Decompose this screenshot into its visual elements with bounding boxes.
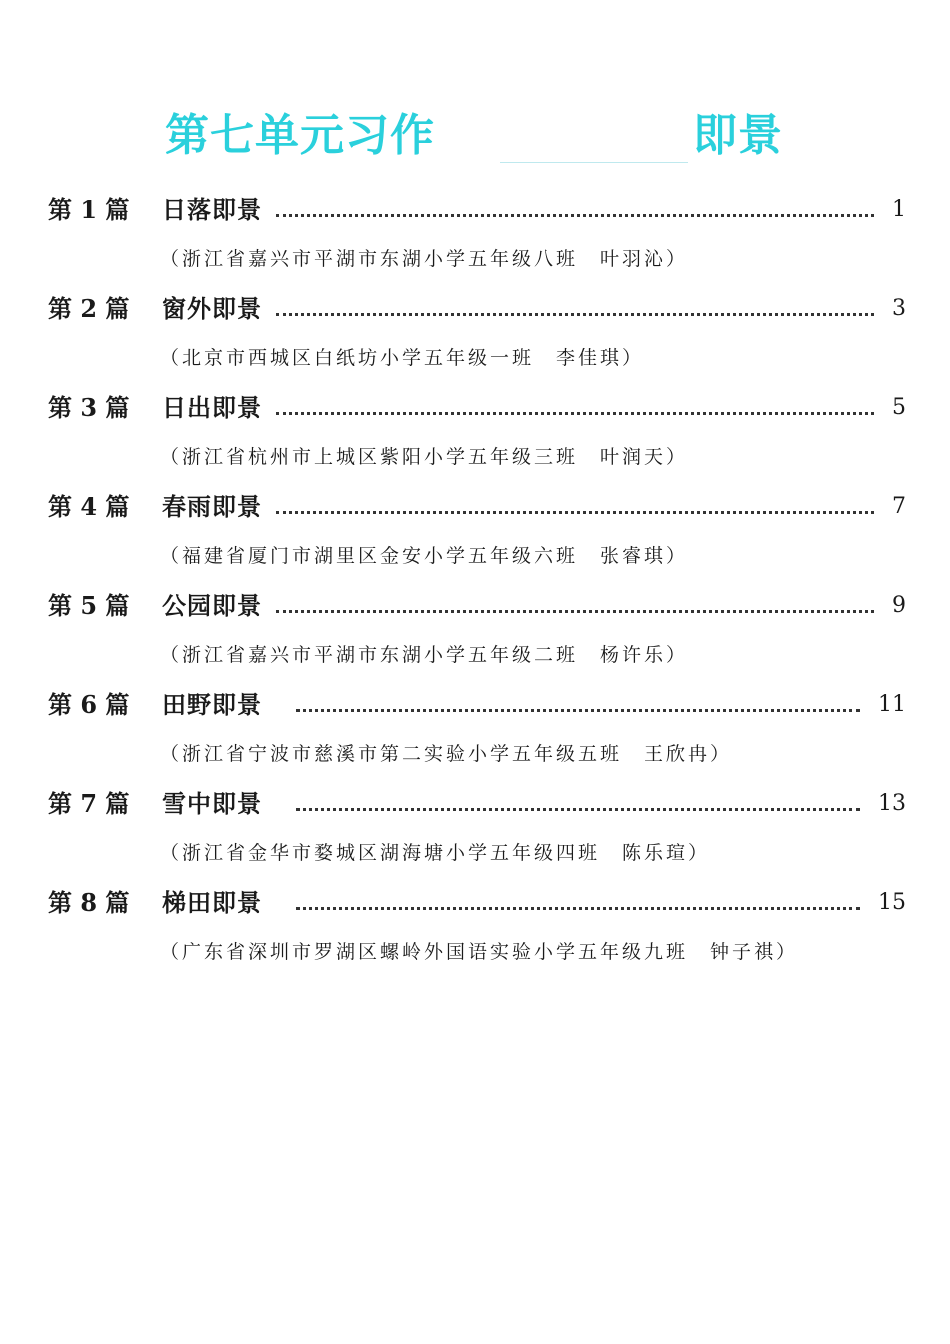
toc-entry-number: 第 8 篇	[48, 888, 130, 917]
toc-entry-author: （福建省厦门市湖里区金安小学五年级六班 张睿琪）	[160, 545, 689, 567]
toc-dot-leader	[276, 313, 874, 316]
toc-entry-page[interactable]: 1	[892, 197, 906, 222]
toc-entry[interactable]	[0, 784, 950, 884]
toc-entry-page[interactable]: 7	[892, 494, 906, 519]
title-theme-label: 即景	[693, 110, 783, 161]
toc-dot-leader	[276, 412, 874, 415]
toc-entry-number: 第 1 篇	[48, 195, 130, 224]
toc-entry-line	[0, 487, 950, 527]
toc-entry-number: 第 3 篇	[48, 393, 130, 422]
toc-dot-leader	[296, 808, 860, 811]
toc-entry-author: （浙江省杭州市上城区紫阳小学五年级三班 叶润天）	[160, 446, 689, 468]
toc-entry[interactable]	[0, 487, 950, 587]
toc-entry-title[interactable]: 梯田即景	[162, 888, 262, 917]
toc-entry-page[interactable]: 9	[892, 593, 906, 618]
toc-entry-line	[0, 883, 950, 923]
toc-entry-title[interactable]: 日落即景	[162, 195, 262, 224]
toc-entry[interactable]	[0, 190, 950, 290]
toc-entry-author: （浙江省金华市婺城区湖海塘小学五年级四班 陈乐瑄）	[160, 842, 711, 864]
title-fill-blank	[500, 162, 688, 163]
toc-entry[interactable]	[0, 883, 950, 983]
toc-entry[interactable]	[0, 586, 950, 686]
toc-entry-page[interactable]: 15	[878, 890, 906, 915]
toc-entry-title[interactable]: 春雨即景	[162, 492, 262, 521]
toc-entry-page[interactable]: 3	[892, 296, 906, 321]
toc-dot-leader	[276, 511, 874, 514]
toc-dot-leader	[296, 709, 860, 712]
toc-entry[interactable]	[0, 388, 950, 488]
toc-dot-leader	[276, 610, 874, 613]
toc-entry-author: （浙江省嘉兴市平湖市东湖小学五年级二班 杨许乐）	[160, 644, 689, 666]
toc-entry-number: 第 7 篇	[48, 789, 130, 818]
page-title	[0, 108, 950, 168]
toc-dot-leader	[296, 907, 860, 910]
toc-entry-number: 第 6 篇	[48, 690, 130, 719]
toc-entry-line	[0, 388, 950, 428]
toc-entry-author: （北京市西城区白纸坊小学五年级一班 李佳琪）	[160, 347, 645, 369]
toc-entry-line	[0, 289, 950, 329]
toc-entry-page[interactable]: 11	[878, 692, 906, 717]
toc-entry-page[interactable]: 5	[892, 395, 906, 420]
toc-entry-number: 第 4 篇	[48, 492, 130, 521]
toc-entry-line	[0, 586, 950, 626]
toc-entry-title[interactable]: 雪中即景	[162, 789, 262, 818]
toc-entry-author: （浙江省嘉兴市平湖市东湖小学五年级八班 叶羽沁）	[160, 248, 689, 270]
toc-entry-page[interactable]: 13	[878, 791, 906, 816]
toc-dot-leader	[276, 214, 874, 217]
toc-entry-line	[0, 190, 950, 230]
toc-entry-title[interactable]: 窗外即景	[162, 294, 262, 323]
toc-entry[interactable]	[0, 685, 950, 785]
toc-entry-title[interactable]: 日出即景	[162, 393, 262, 422]
toc-entry[interactable]	[0, 289, 950, 389]
title-unit-label: 第七单元习作	[165, 110, 435, 161]
toc-entry-title[interactable]: 田野即景	[162, 690, 262, 719]
toc-entry-title[interactable]: 公园即景	[162, 591, 262, 620]
toc-entry-line	[0, 685, 950, 725]
toc-entry-number: 第 5 篇	[48, 591, 130, 620]
toc-entry-author: （广东省深圳市罗湖区螺岭外国语实验小学五年级九班 钟子祺）	[160, 941, 799, 963]
toc-entry-author: （浙江省宁波市慈溪市第二实验小学五年级五班 王欣冉）	[160, 743, 733, 765]
toc-entry-line	[0, 784, 950, 824]
toc-entry-number: 第 2 篇	[48, 294, 130, 323]
